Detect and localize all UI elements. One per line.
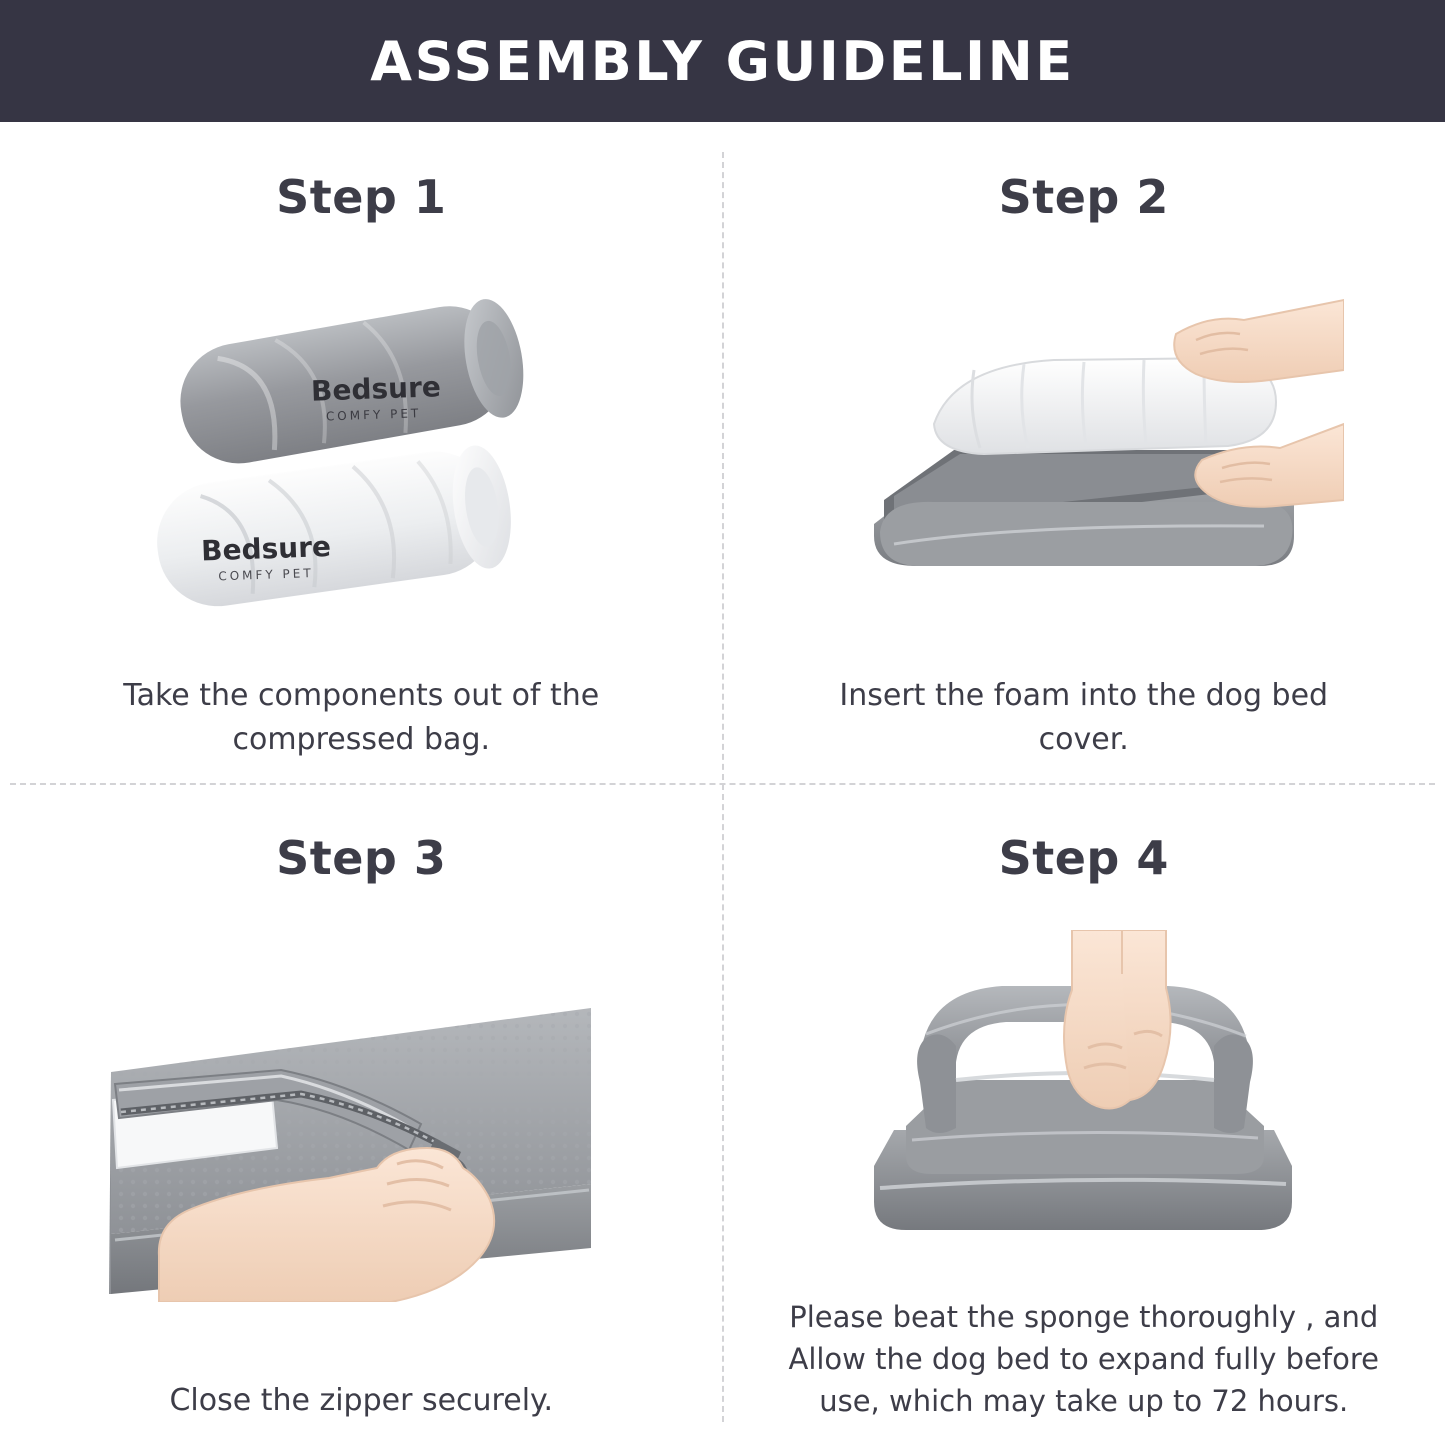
step-1-illustration bbox=[40, 234, 683, 674]
step-2-cell bbox=[723, 122, 1445, 783]
svg-text:COMFY PET: COMFY PET bbox=[218, 566, 315, 584]
step-4-caption: Please beat the sponge thoroughly , and Allow the dog bed to expand fully before use, which may take up to 72 hours. bbox=[788, 1299, 1380, 1418]
step-3-title: Step 3 bbox=[276, 831, 447, 885]
steps-grid bbox=[0, 122, 1445, 1444]
step-2-illustration bbox=[763, 234, 1406, 674]
header-bar bbox=[0, 0, 1445, 122]
step-1-cell bbox=[0, 122, 723, 783]
compressed-rolls-icon bbox=[126, 274, 596, 634]
step-3-caption: Close the zipper securely. bbox=[169, 1382, 554, 1418]
zipper-close-icon bbox=[91, 972, 631, 1302]
hand-upper bbox=[1174, 300, 1344, 382]
svg-text:Bedsure: Bedsure bbox=[310, 370, 442, 408]
step-4-illustration bbox=[763, 895, 1406, 1296]
step-1-caption: Take the components out of the compressed bag. bbox=[123, 678, 600, 757]
press-dog-bed-icon bbox=[834, 930, 1334, 1260]
step-3-illustration bbox=[40, 895, 683, 1379]
svg-text:Bedsure: Bedsure bbox=[200, 530, 332, 568]
hands-pressing bbox=[1064, 930, 1171, 1109]
step-4-cell bbox=[723, 783, 1445, 1444]
step-2-caption: Insert the foam into the dog bed cover. bbox=[839, 678, 1329, 757]
step-3-cell bbox=[0, 783, 723, 1444]
insert-foam-icon bbox=[824, 274, 1344, 634]
step-4-title: Step 4 bbox=[998, 831, 1169, 885]
svg-text:COMFY PET: COMFY PET bbox=[325, 406, 422, 424]
page-title: ASSEMBLY GUIDELINE bbox=[370, 29, 1075, 93]
step-1-title: Step 1 bbox=[276, 170, 447, 224]
step-2-title: Step 2 bbox=[998, 170, 1169, 224]
